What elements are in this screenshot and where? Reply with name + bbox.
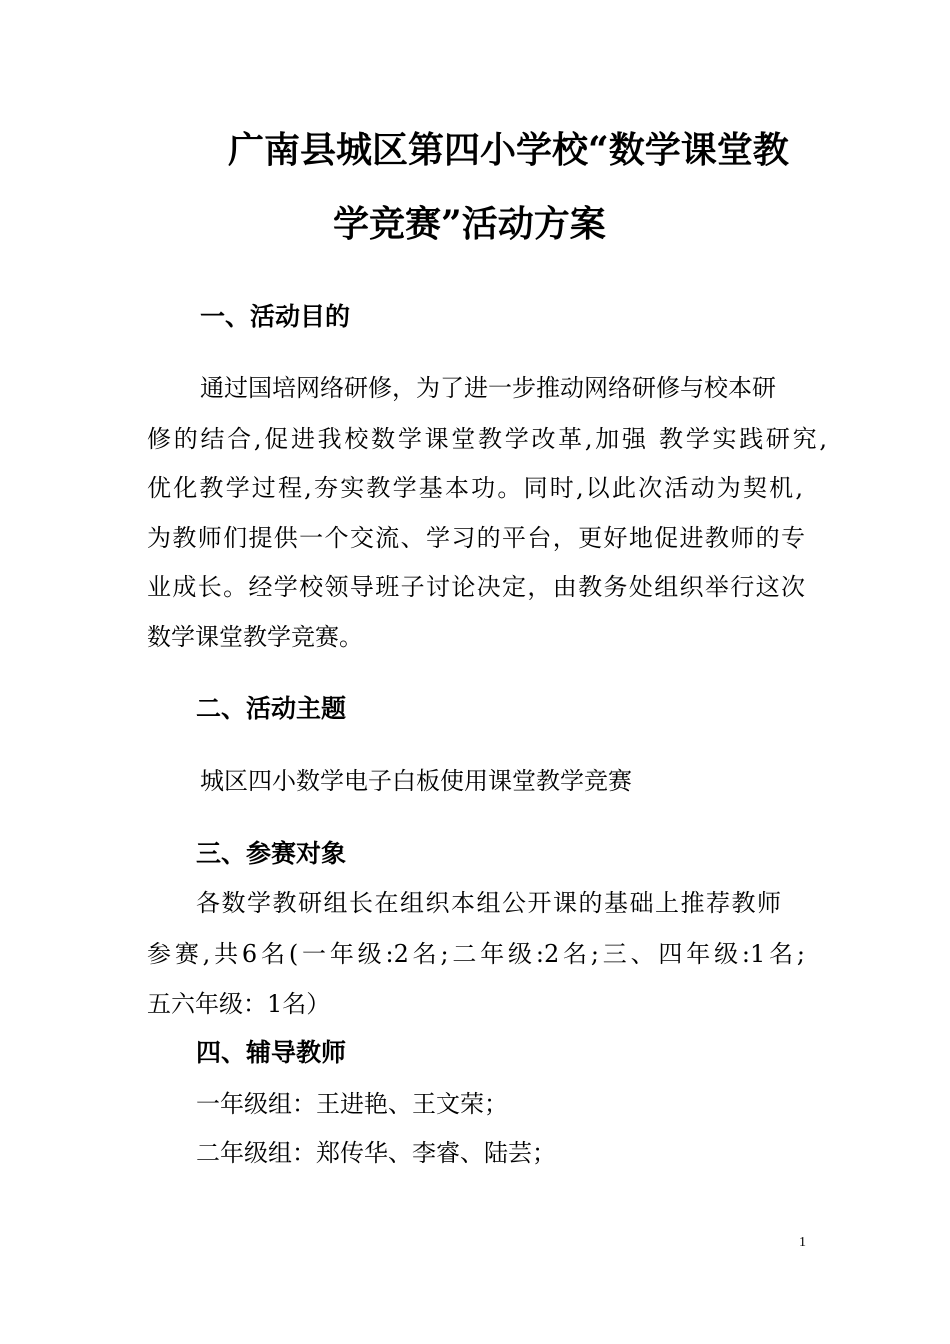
section-heading: 一、活动目的 (200, 302, 351, 331)
paragraph-line: 二年级组：郑传华、李睿、陆芸； (196, 1139, 556, 1167)
paragraph-line: 通过国培网络研修，为了进一步推动网络研修与校本研 (200, 374, 776, 402)
paragraph-line: 数学课堂教学竞赛。 (147, 623, 363, 651)
paragraph-line: 各数学教研组长在组织本组公开课的基础上推荐教师 (196, 889, 781, 917)
paragraph-line: 一年级组：王进艳、王文荣； (196, 1090, 508, 1118)
section-heading: 二、活动主题 (196, 694, 347, 723)
paragraph-line: 优化教学过程,夯实教学基本功。同时,以此次活动为契机, (147, 474, 803, 502)
paragraph-line: 业成长。经学校领导班子讨论决定，由教务处组织举行这次 (147, 573, 805, 601)
section-heading: 四、辅导教师 (196, 1038, 347, 1067)
paragraph-line: 城区四小数学电子白板使用课堂教学竞赛 (200, 767, 632, 795)
paragraph-line: 为教师们提供一个交流、学习的平台，更好地促进教师的专 (147, 524, 805, 552)
page-number: 1 (799, 1235, 806, 1250)
section-heading: 三、参赛对象 (196, 839, 347, 868)
paragraph-line: 修的结合,促进我校数学课堂教学改革,加强 教学实践研究, (147, 425, 827, 453)
title-line-2: 学竞赛”活动方案 (333, 203, 606, 245)
paragraph-line: 五六年级：1名） (147, 990, 331, 1018)
title-line-1: 广南县城区第四小学校“数学课堂教 (228, 129, 789, 171)
paragraph-line: 参赛,共6名(一年级:2名;二年级:2名;三、四年级:1名; (147, 940, 805, 968)
